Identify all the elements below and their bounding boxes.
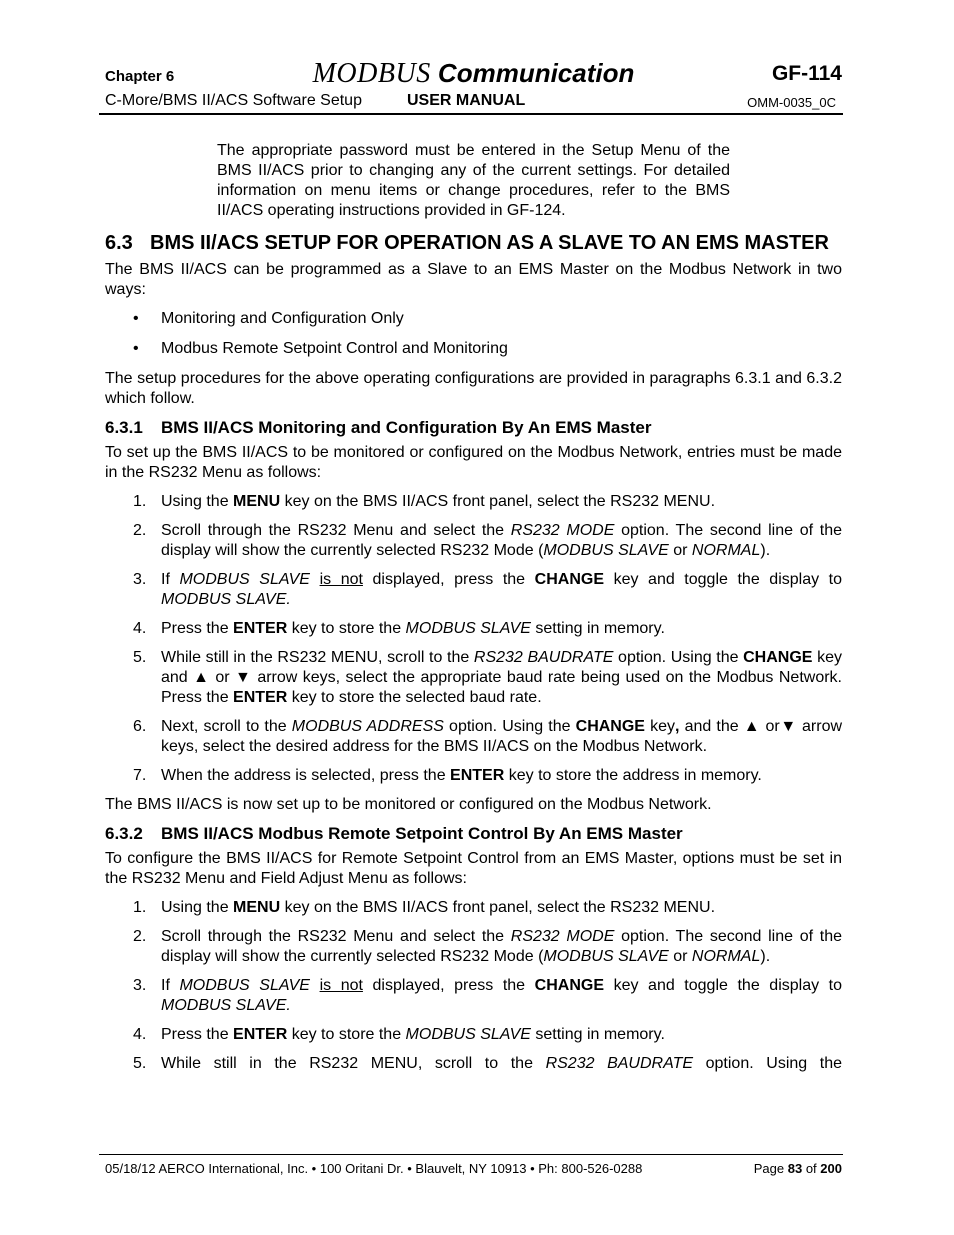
page-header [105, 58, 842, 90]
step-item [105, 766, 842, 786]
step-text: Next, scroll to the MODBUS ADDRESS option. Using the CHANGE key, and the ▲ or▼ arrow keys, select the desired address for the BMS II/ACS on the Modbus Network. [161, 718, 843, 755]
step-number: 1. [133, 899, 147, 916]
page-body [105, 141, 842, 1083]
chapter-label: Chapter 6 [105, 68, 175, 85]
list-item-text: Monitoring and Configuration Only [161, 310, 404, 327]
step-text: Scroll through the RS232 Menu and select the RS232 MODE option. The second line of the display will show the currently selected RS232 Mode (MODBUS SLAVE or NORMAL). [161, 522, 842, 559]
step-text: If MODBUS SLAVE is not displayed, press the CHANGE key and toggle the display to MODBUS SLAVE. [161, 977, 843, 1014]
slave-mode-list [105, 309, 842, 359]
list-item-text: Modbus Remote Setpoint Control and Monitoring [161, 340, 508, 357]
step-text: Press the ENTER key to store the MODBUS SLAVE setting in memory. [161, 1026, 665, 1043]
section-number: 6.3.2 [105, 824, 143, 843]
step-item [105, 976, 842, 1016]
step-number: 3. [133, 571, 147, 588]
step-text: If MODBUS SLAVE is not displayed, press the CHANGE key and toggle the display to MODBUS SLAVE. [161, 571, 843, 608]
omm-number: OMM-0035_0C [747, 95, 836, 110]
page-subheader [105, 92, 842, 112]
page-number: Page 83 of 200 [753, 1161, 842, 1176]
section-6-3-heading [105, 231, 842, 256]
step-text: Using the MENU key on the BMS II/ACS front panel, select the RS232 MENU. [161, 899, 716, 916]
step-item [105, 570, 842, 610]
title-communication: Communication [430, 58, 635, 88]
step-text: While still in the RS232 MENU, scroll to the RS232 BAUDRATE option. Using the [161, 1055, 843, 1072]
step-number: 5. [133, 649, 147, 666]
section-6-3-intro: The BMS II/ACS can be programmed as a Slave to an EMS Master on the Modbus Network in two ways: [105, 261, 842, 298]
password-note: The appropriate password must be entered in the Setup Menu of the BMS II/ACS prior to changing any of the current settings. For detailed information on menu items or change procedures, refer to the BMS II/ACS operating instructions provided in GF-124. [217, 142, 730, 219]
step-number: 5. [133, 1055, 147, 1072]
section-title: BMS II/ACS SETUP FOR OPERATION AS A SLAVE TO AN EMS MASTER [150, 232, 829, 254]
footer-company: 05/18/12 AERCO International, Inc. • 100 Oritani Dr. • Blauvelt, NY 10913 • Ph: 800-526-0288 [105, 1161, 643, 1176]
step-number: 3. [133, 977, 147, 994]
section-number: 6.3.1 [105, 418, 143, 437]
step-text: Press the ENTER key to store the MODBUS SLAVE setting in memory. [161, 620, 665, 637]
manual-label: USER MANUAL [407, 92, 526, 109]
section-title: BMS II/ACS Modbus Remote Setpoint Control By An EMS Master [161, 824, 683, 843]
step-text: When the address is selected, press the ENTER key to store the address in memory. [161, 767, 762, 784]
step-item [105, 717, 842, 757]
section-number: 6.3 [105, 232, 133, 254]
list-item [105, 309, 842, 329]
step-item [105, 521, 842, 561]
footer-divider [99, 1154, 843, 1155]
header-divider [99, 113, 843, 115]
step-item [105, 1054, 842, 1074]
step-item [105, 492, 842, 512]
bullet-icon: • [133, 340, 139, 357]
step-number: 2. [133, 522, 147, 539]
step-item [105, 1025, 842, 1045]
document-id: GF-114 [771, 62, 842, 85]
section-6-3-1-closing: The BMS II/ACS is now set up to be monitored or configured on the Modbus Network. [105, 796, 712, 813]
step-text: Using the MENU key on the BMS II/ACS front panel, select the RS232 MENU. [161, 493, 716, 510]
step-number: 2. [133, 928, 147, 945]
list-item [105, 339, 842, 359]
step-number: 6. [133, 718, 147, 735]
section-title: BMS II/ACS Monitoring and Configuration By An EMS Master [161, 418, 652, 437]
section-6-3-1-intro: To set up the BMS II/ACS to be monitored or configured on the Modbus Network, entries must be made in the RS232 Menu as follows: [105, 444, 842, 481]
section-6-3-2-heading [105, 824, 842, 844]
section-6-3-outro: The setup procedures for the above operating configurations are provided in paragraphs 6.3.1 and 6.3.2 which follow. [105, 370, 842, 407]
step-item [105, 898, 842, 918]
subtitle: C-More/BMS II/ACS Software Setup [105, 92, 362, 109]
title-modbus: MODBUS [312, 58, 431, 89]
step-number: 4. [133, 1026, 147, 1043]
step-text: While still in the RS232 MENU, scroll to the RS232 BAUDRATE option. Using the CHANGE key and ▲ or ▼ arrow keys, select the appropriate baud rate being used on the Modbus Network. Press the ENTER key to store the selected baud rate. [161, 649, 842, 706]
section-6-3-2-steps [105, 898, 842, 1074]
bullet-icon: • [133, 310, 139, 327]
step-item [105, 619, 842, 639]
page-title [105, 58, 842, 90]
step-number: 4. [133, 620, 147, 637]
step-item [105, 648, 842, 708]
section-6-3-1-heading [105, 418, 842, 438]
step-number: 1. [133, 493, 147, 510]
step-text: Scroll through the RS232 Menu and select the RS232 MODE option. The second line of the display will show the currently selected RS232 Mode (MODBUS SLAVE or NORMAL). [161, 928, 842, 965]
step-item [105, 927, 842, 967]
section-6-3-1-steps [105, 492, 842, 786]
step-number: 7. [133, 767, 147, 784]
section-6-3-2-intro: To configure the BMS II/ACS for Remote Setpoint Control from an EMS Master, options must be set in the RS232 Menu and Field Adjust Menu as follows: [105, 850, 842, 887]
